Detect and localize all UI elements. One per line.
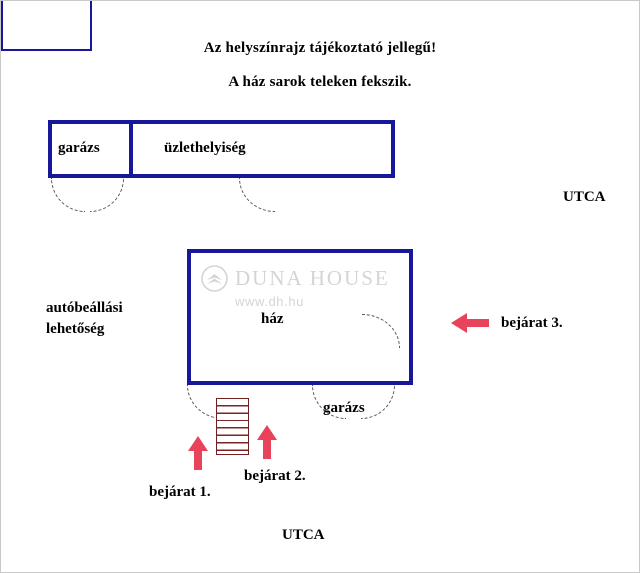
door-swing-garage-top-left — [51, 178, 85, 212]
house-label: ház — [261, 311, 284, 327]
parking-label — [46, 298, 123, 340]
arrow-entrance-3 — [451, 313, 489, 333]
shop-label: üzlethelyiség — [164, 140, 246, 156]
street-label-right: UTCA — [563, 189, 606, 205]
door-swing-garage-bottom-left — [312, 385, 346, 419]
page-title-line-2: A ház sarok teleken fekszik. — [228, 74, 412, 90]
door-swing-garage-top-right — [90, 178, 124, 212]
watermark-brand: DUNA HOUSE — [235, 266, 390, 290]
street-label-bottom: UTCA — [282, 527, 325, 543]
arrow-entrance-1 — [188, 436, 208, 470]
door-swing-garage-bottom-right — [361, 385, 395, 419]
lower-garage-label: garázs — [323, 400, 365, 416]
entrance-1-label: bejárat 1. — [149, 484, 211, 500]
stairs — [216, 398, 249, 455]
entrance-2-label: bejárat 2. — [244, 468, 306, 484]
page-title-line-1: Az helyszínrajz tájékoztató jellegű! — [203, 40, 437, 56]
upper-garage-label: garázs — [58, 140, 100, 156]
arrow-entrance-2 — [257, 425, 277, 459]
parking-label-line-2: lehetőség — [46, 321, 105, 337]
door-swing-shop — [239, 178, 275, 212]
entrance-3-label: bejárat 3. — [501, 315, 563, 331]
watermark-url: www.dh.hu — [235, 294, 304, 309]
parking-label-line-1: autóbeállási — [46, 300, 123, 316]
